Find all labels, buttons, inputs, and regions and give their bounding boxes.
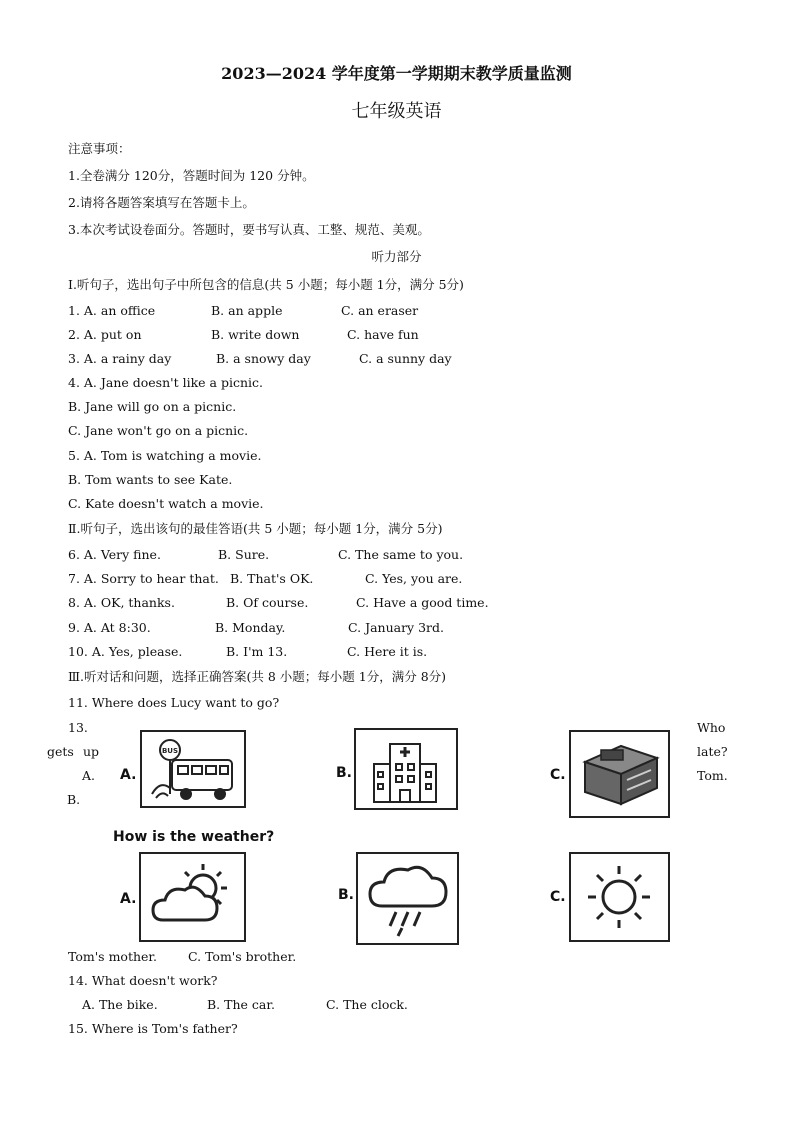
q15-question: 15. Where is Tom's father? [68, 1021, 238, 1036]
q1-option-c: C. an eraser [341, 303, 419, 318]
note-item-3: 3.本次考试设卷面分。答题时，要书写认真、工整、规范、美观。 [68, 222, 430, 237]
q2-option-c: C. have fun [347, 327, 419, 342]
q6-option-a: 6. A. Very fine. [68, 547, 161, 562]
note-item-1: 1.全卷满分 120分，答题时间为 120 分钟。 [68, 168, 315, 183]
sun-icon [571, 854, 668, 940]
q6-option-c: C. The same to you. [338, 547, 464, 562]
q3-option-c: C. a sunny day [359, 351, 452, 366]
partly-cloudy-icon [141, 854, 244, 940]
fragment-late: late? [697, 744, 728, 759]
q3-option-b: B. a snowy day [216, 351, 311, 366]
building-icon [571, 732, 668, 816]
hospital-picture [354, 728, 458, 810]
q9-option-a: 9. A. At 8:30. [68, 620, 151, 635]
q13-tail-c: C. Tom's brother. [188, 949, 297, 964]
q9-option-c: C. January 3rd. [348, 620, 444, 635]
q9-option-b: B. Monday. [215, 620, 286, 635]
q10-option-a: 10. A. Yes, please. [68, 644, 183, 659]
q11-question: 11. Where does Lucy want to go? [68, 695, 280, 710]
rainy-picture [356, 852, 459, 945]
q3-option-a: 3. A. a rainy day [68, 351, 172, 366]
q4-option-b: B. Jane will go on a picnic. [68, 399, 237, 414]
fragment-gets: gets [47, 744, 74, 759]
q5-option-a: 5. A. Tom is watching a movie. [68, 448, 262, 463]
q4-option-a: 4. A. Jane doesn't like a picnic. [68, 375, 263, 390]
fragment-b: B. [67, 792, 81, 807]
cloudy-sunny-picture [139, 852, 246, 942]
exam-subtitle: 七年级英语 [351, 101, 442, 122]
note-item-2: 2.请将各题答案填写在答题卡上。 [68, 195, 255, 210]
bus-sign-text: BUS [161, 747, 179, 755]
img-label-a-row1: A. [120, 767, 137, 783]
exam-title: 2023—2024 学年度第一学期期末教学质量监测 [221, 64, 572, 83]
q7-option-b: B. That's OK. [230, 571, 314, 586]
rain-cloud-icon [358, 854, 457, 943]
q4-option-c: C. Jane won't go on a picnic. [68, 423, 249, 438]
img-label-c-row1: C. [550, 767, 566, 783]
img-label-c-row2: C. [550, 889, 566, 905]
q10-option-b: B. I'm 13. [226, 644, 288, 659]
q14-question: 14. What doesn't work? [68, 973, 218, 988]
bus-station-picture [140, 730, 246, 808]
q7-option-c: C. Yes, you are. [365, 571, 463, 586]
q13-tail-b: Tom's mother. [68, 949, 157, 964]
q1-option-b: B. an apple [211, 303, 283, 318]
q13-number: 13. [68, 720, 88, 735]
img-label-b-row2: B. [338, 887, 354, 903]
fragment-up: up [83, 744, 100, 759]
notes-heading: 注意事项： [68, 141, 131, 156]
q14-option-b: B. The car. [207, 997, 275, 1012]
q2-option-b: B. write down [211, 327, 300, 342]
bus-icon [142, 732, 244, 806]
listening-heading: 听力部分 [371, 249, 422, 264]
q14-option-a: A. The bike. [82, 997, 158, 1012]
sunny-picture [569, 852, 670, 942]
q14-option-c: C. The clock. [326, 997, 408, 1012]
q8-option-a: 8. A. OK, thanks. [68, 595, 175, 610]
section-1-heading: Ⅰ.听句子，选出句子中所包含的信息(共 5 小题；每小题 1分，满分 5分) [68, 277, 464, 292]
q8-option-c: C. Have a good time. [356, 595, 489, 610]
q7-option-a: 7. A. Sorry to hear that. [68, 571, 219, 586]
section-3-heading: Ⅲ.听对话和问题，选择正确答案(共 8 小题；每小题 1分，满分 8分) [68, 669, 447, 684]
img-label-b-row1: B. [336, 765, 352, 781]
building-picture [569, 730, 670, 818]
fragment-tom: Tom. [697, 768, 728, 783]
fragment-a: A. [82, 768, 96, 783]
q10-option-c: C. Here it is. [347, 644, 428, 659]
img-label-a-row2: A. [120, 891, 137, 907]
q1-option-a: 1. A. an office [68, 303, 156, 318]
section-2-heading: Ⅱ.听句子，选出该句的最佳答语(共 5 小题；每小题 1分，满分 5分) [68, 521, 443, 536]
q2-option-a: 2. A. put on [68, 327, 142, 342]
weather-question: How is the weather? [113, 829, 275, 845]
fragment-who: Who [697, 720, 726, 735]
q5-option-c: C. Kate doesn't watch a movie. [68, 496, 264, 511]
q5-option-b: B. Tom wants to see Kate. [68, 472, 233, 487]
hospital-icon [356, 730, 456, 808]
q6-option-b: B. Sure. [218, 547, 270, 562]
q8-option-b: B. Of course. [226, 595, 309, 610]
